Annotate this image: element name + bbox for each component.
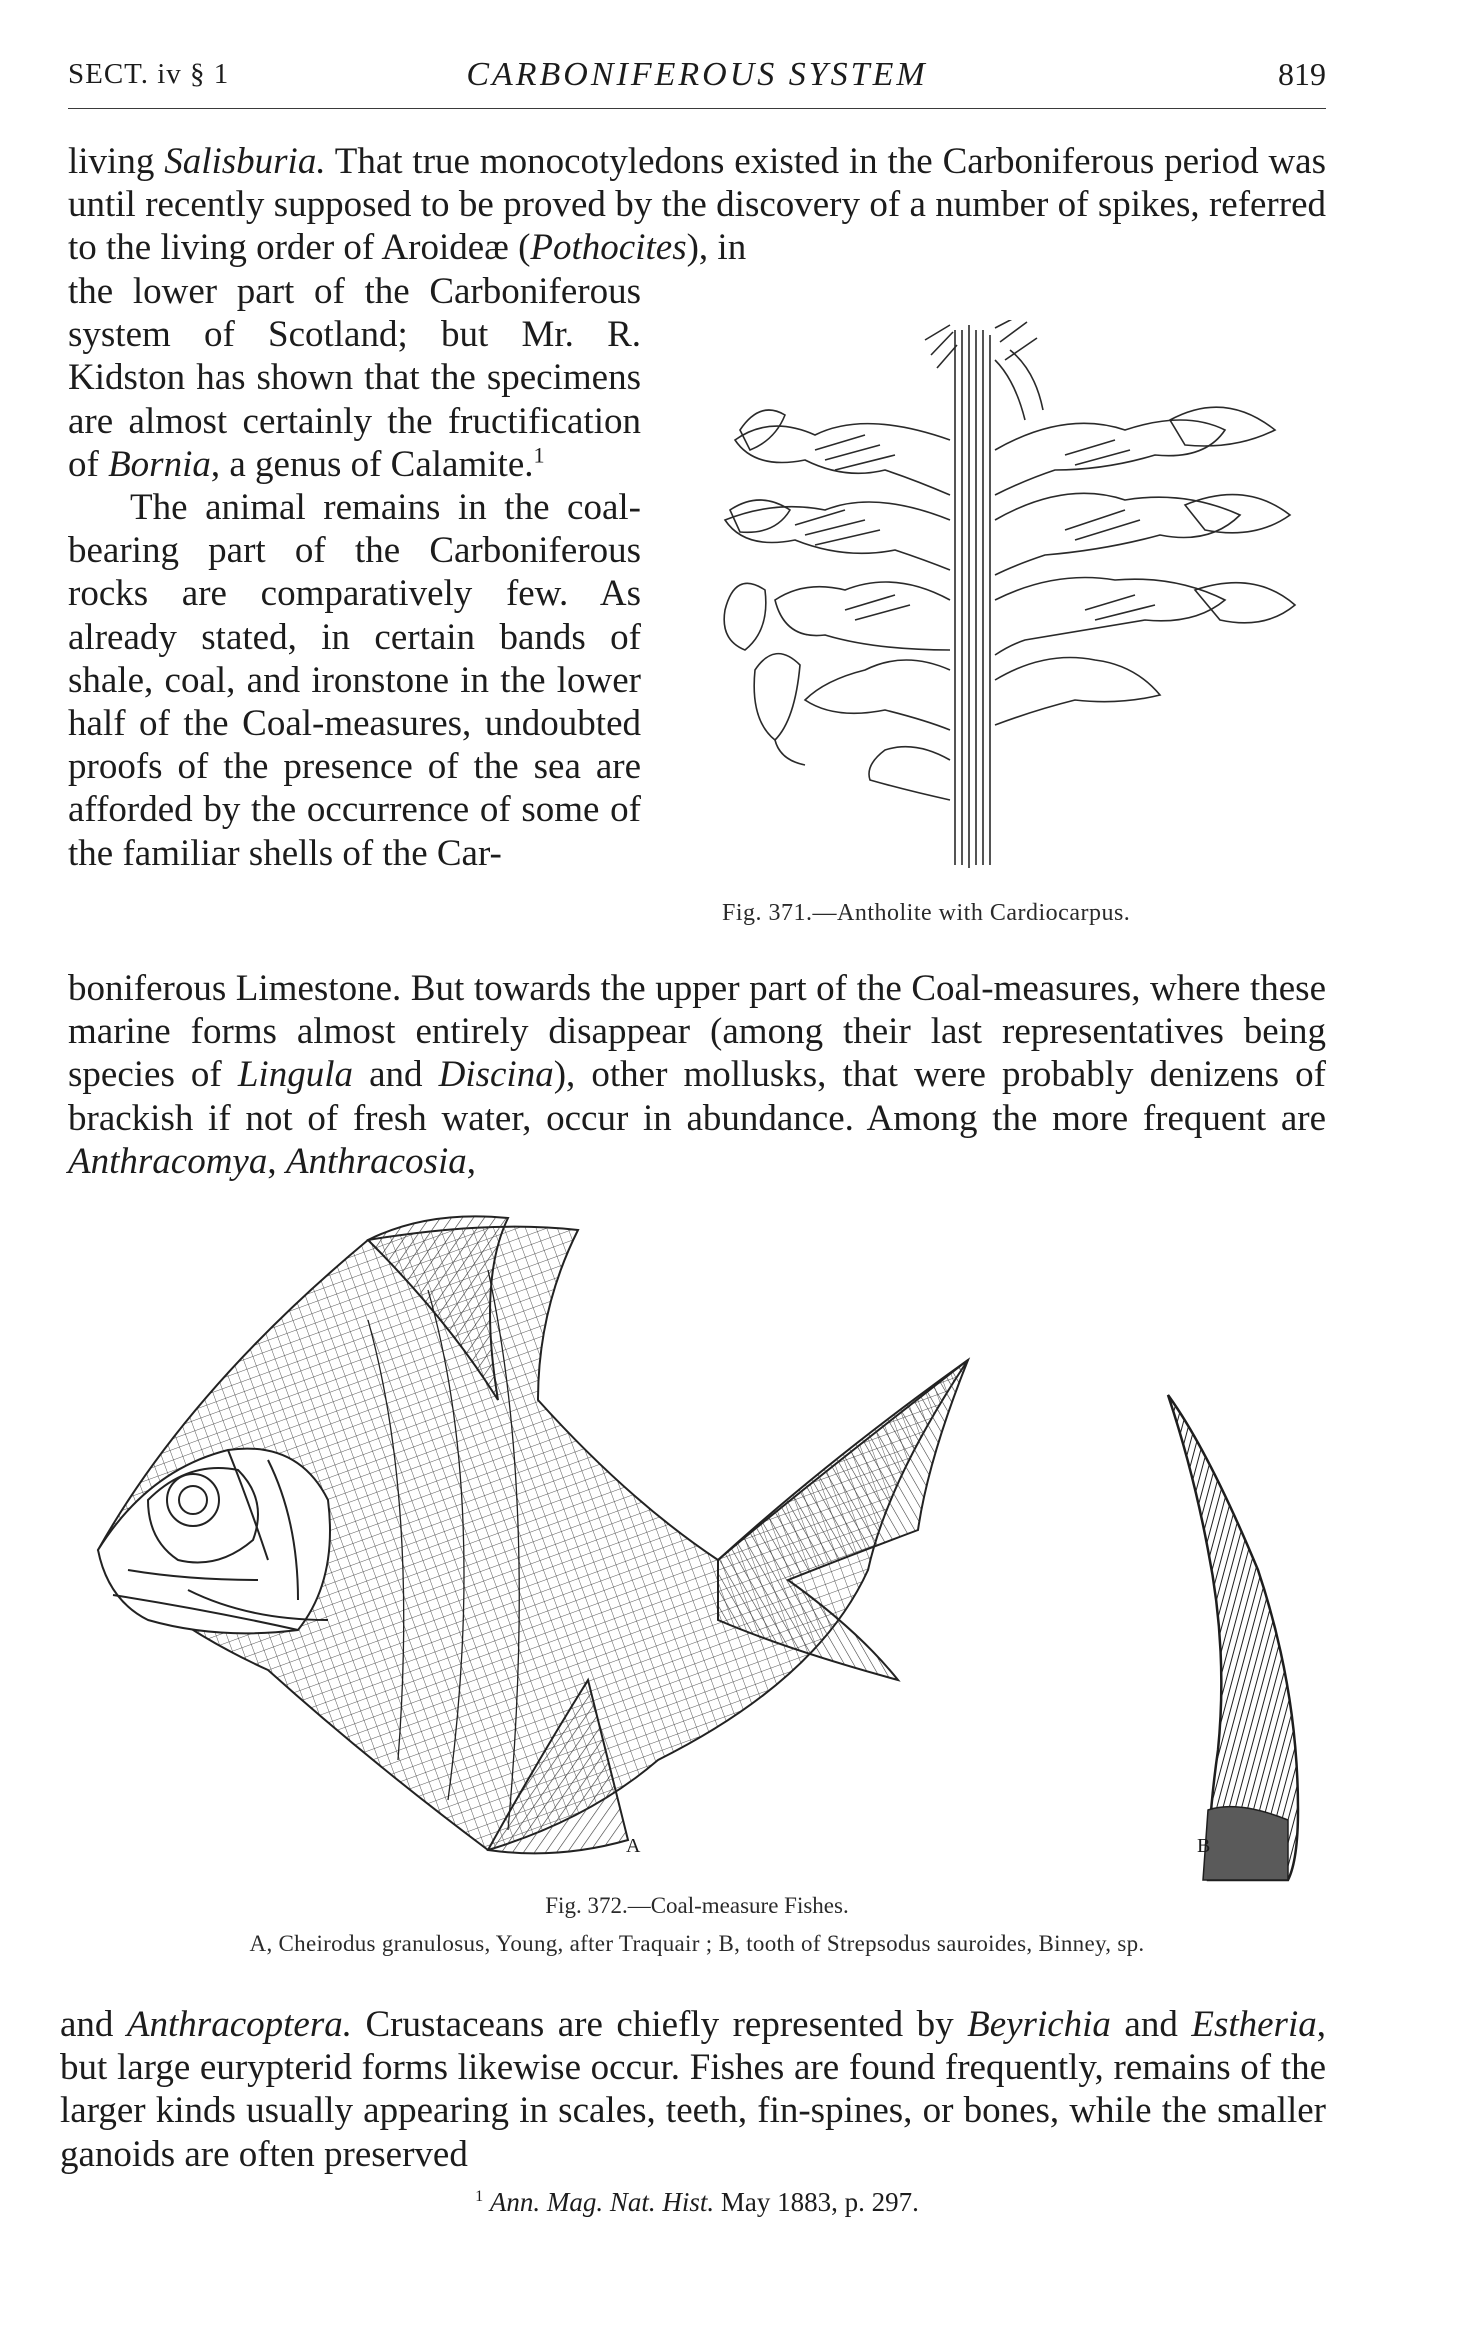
- cheirodus-fish-illustration: [68, 1200, 1008, 1890]
- figure-371-caption: Fig. 371.—Antholite with Cardiocarpus.: [722, 900, 1131, 926]
- taxon-italic: Bornia: [108, 443, 211, 485]
- text-run: , a genus of Calamite.: [210, 443, 534, 485]
- text-run: and: [353, 1054, 439, 1096]
- figure-372: [68, 1200, 1326, 1890]
- paragraph-narrow-2: The animal remains in the coal-bearing part of the Carboniferous rocks are comparatively few. As already stated, in certain bands of shale, coal, and ironstone in the lower half of the Coal-measures, undoubted proofs of the presence of the sea are afforded by the occurrence of some of the familiar shells of the Car-: [68, 487, 641, 874]
- section-label: SECT. iv § 1: [68, 58, 230, 90]
- footnote-ref[interactable]: 1: [533, 442, 545, 468]
- figure-372-subcaption: A, Cheirodus granulosus, Young, after Traquair ; B, tooth of Strepsodus sauroides, Binney, sp.: [249, 1931, 1145, 1956]
- taxon-italic: Anthracosia: [285, 1140, 467, 1182]
- taxon-italic: Pothocites: [530, 227, 687, 269]
- running-title: CARBONIFEROUS SYSTEM: [466, 56, 928, 93]
- text-run: the lower part of the Carboniferous system of Scotland; but Mr. R. Kidston has shown that the specimens are almost certainly the fructification of: [68, 271, 641, 485]
- figure-372-caption: Fig. 372.—Coal-measure Fishes.: [545, 1893, 849, 1918]
- taxon-italic: Estheria: [1191, 2004, 1317, 2045]
- figure-label-a: A: [626, 1835, 641, 1857]
- taxon-italic: Lingula: [237, 1054, 353, 1096]
- text-run: and: [1110, 2004, 1192, 2045]
- figure-label-b: B: [1197, 1835, 1211, 1857]
- text-run: Crustaceans are chiefly represented by: [351, 2004, 968, 2045]
- antholite-illustration: [665, 320, 1310, 880]
- text-run: ,: [267, 1140, 286, 1182]
- text-run: living: [68, 141, 165, 182]
- footnote: [68, 2187, 1326, 2218]
- paragraph-bottom: [60, 2003, 1326, 2176]
- text-run: That true monocotyledons existed in the Carboniferous period was until recently supposed to be proved by the discovery of a number of spikes, referred to the living order of Aroideæ (: [68, 141, 1327, 269]
- text-run: ), other mollusks, that were probably denizens of brackish if not of fresh water, occur in abundance. Among the more frequent are: [68, 1054, 1326, 1139]
- taxon-italic: Anthracoptera.: [126, 2004, 352, 2045]
- paragraph-top: [68, 140, 1326, 270]
- running-header: [68, 58, 1326, 109]
- text-run: ), in: [686, 227, 747, 269]
- text-run: May 1883, p. 297.: [714, 2187, 919, 2217]
- taxon-italic: Discina: [438, 1054, 554, 1096]
- paragraph-narrow-1: [68, 270, 641, 486]
- text-run: and: [60, 2004, 127, 2045]
- text-run: boniferous Limestone. But towards the upper part of the Coal-measures, where these marine forms almost entirely disappear (among their last representatives being species of: [68, 968, 1326, 1096]
- taxon-italic: Anthracomya: [68, 1140, 268, 1182]
- footnote-marker: 1: [475, 2187, 484, 2205]
- text-run: ,: [466, 1140, 476, 1182]
- page-number: 819: [1278, 56, 1326, 92]
- journal-italic: Ann. Mag. Nat. Hist.: [489, 2187, 715, 2217]
- taxon-italic: Salisburia.: [164, 141, 326, 182]
- stem-striations: [955, 325, 990, 868]
- strepsodus-tooth-illustration: [1148, 1390, 1348, 1890]
- text-run: , but large eurypterid forms likewise occur. Fishes are found frequently, remains of the larger kinds usually appearing in scales, teeth, fin-spines, or bones, while the smaller ganoids are often preserved: [60, 2004, 1326, 2175]
- taxon-italic: Beyrichia: [967, 2004, 1111, 2045]
- paragraph-after: [68, 967, 1326, 1183]
- paragraph-narrow-column: [68, 270, 641, 875]
